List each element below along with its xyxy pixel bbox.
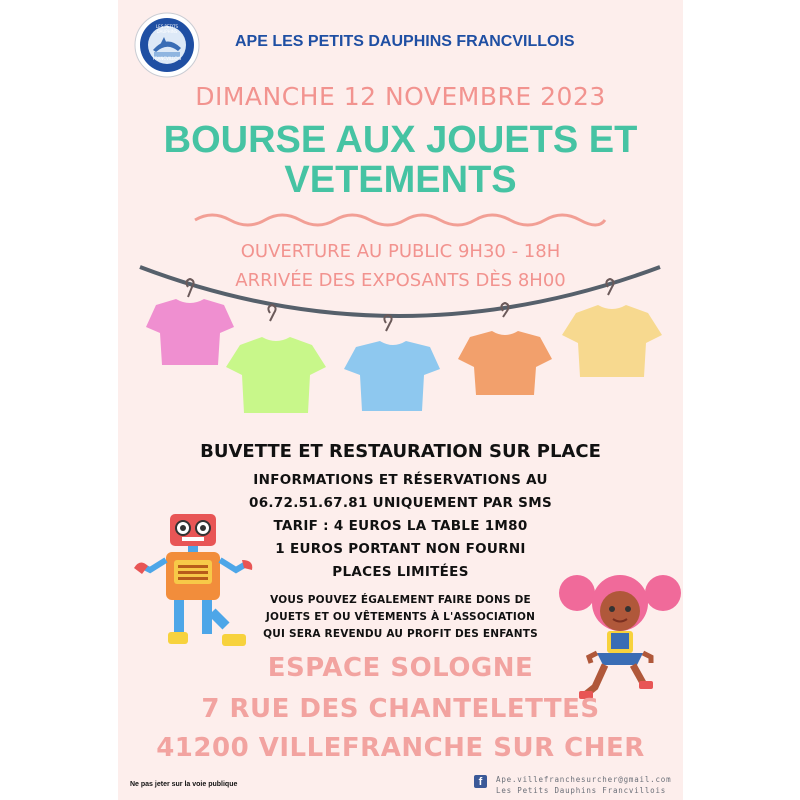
info-phone: 06.72.51.67.81 UNIQUEMENT PAR SMS <box>249 495 552 511</box>
hanger-icon <box>186 279 613 331</box>
disposal-note: Ne pas jeter sur la voie publique <box>130 781 238 788</box>
event-title-line-2: VETEMENTS <box>284 159 517 201</box>
facebook-page-name: Les Petits Dauphins Francvillois <box>496 786 667 795</box>
donation-line-1: VOUS POUVEZ ÉGALEMENT FAIRE DONS DE <box>270 594 531 606</box>
info-limited: PLACES LIMITÉES <box>332 564 469 580</box>
clothesline-icon <box>118 255 683 425</box>
event-title <box>118 120 683 200</box>
organization-name: APE LES PETITS DAUPHINS FRANCVILLOIS <box>235 33 575 50</box>
event-title-line-1: BOURSE AUX JOUETS ET <box>163 119 638 161</box>
wavy-divider-icon <box>190 208 610 232</box>
event-date: DIMANCHE 12 NOVEMBRE 2023 <box>195 82 606 111</box>
info-line-1: INFORMATIONS ET RÉSERVATIONS AU <box>253 472 548 488</box>
venue-city: 41200 VILLEFRANCHE SUR CHER <box>156 733 645 763</box>
contact-email: Ape.villefranchesurcher@gmail.com <box>496 775 672 784</box>
dolphin-logo-icon <box>134 12 200 78</box>
info-price: TARIF : 4 EUROS LA TABLE 1M80 <box>273 518 528 534</box>
info-rack: 1 EUROS PORTANT NON FOURNI <box>275 541 526 557</box>
facebook-icon: f <box>474 775 487 788</box>
logo-arc-bottom: FRANCVILLOIS <box>152 56 182 61</box>
venue-street: 7 RUE DES CHANTELETTES <box>201 694 600 724</box>
robot-toy-icon <box>130 508 260 658</box>
buvette-heading: BUVETTE ET RESTAURATION SUR PLACE <box>200 441 601 462</box>
donation-line-2: JOUETS ET OU VÊTEMENTS À L'ASSOCIATION <box>265 611 536 623</box>
logo-arc-top: LES PETITS DAUPHINS <box>155 24 179 34</box>
doll-toy-icon <box>555 565 685 705</box>
exhibitor-arrival: ARRIVÉE DES EXPOSANTS DÈS 8H00 <box>235 270 566 291</box>
donation-line-3: QUI SERA REVENDU AU PROFIT DES ENFANTS <box>263 628 538 640</box>
opening-hours: OUVERTURE AU PUBLIC 9H30 - 18H <box>240 241 561 262</box>
venue-name: ESPACE SOLOGNE <box>267 653 534 683</box>
